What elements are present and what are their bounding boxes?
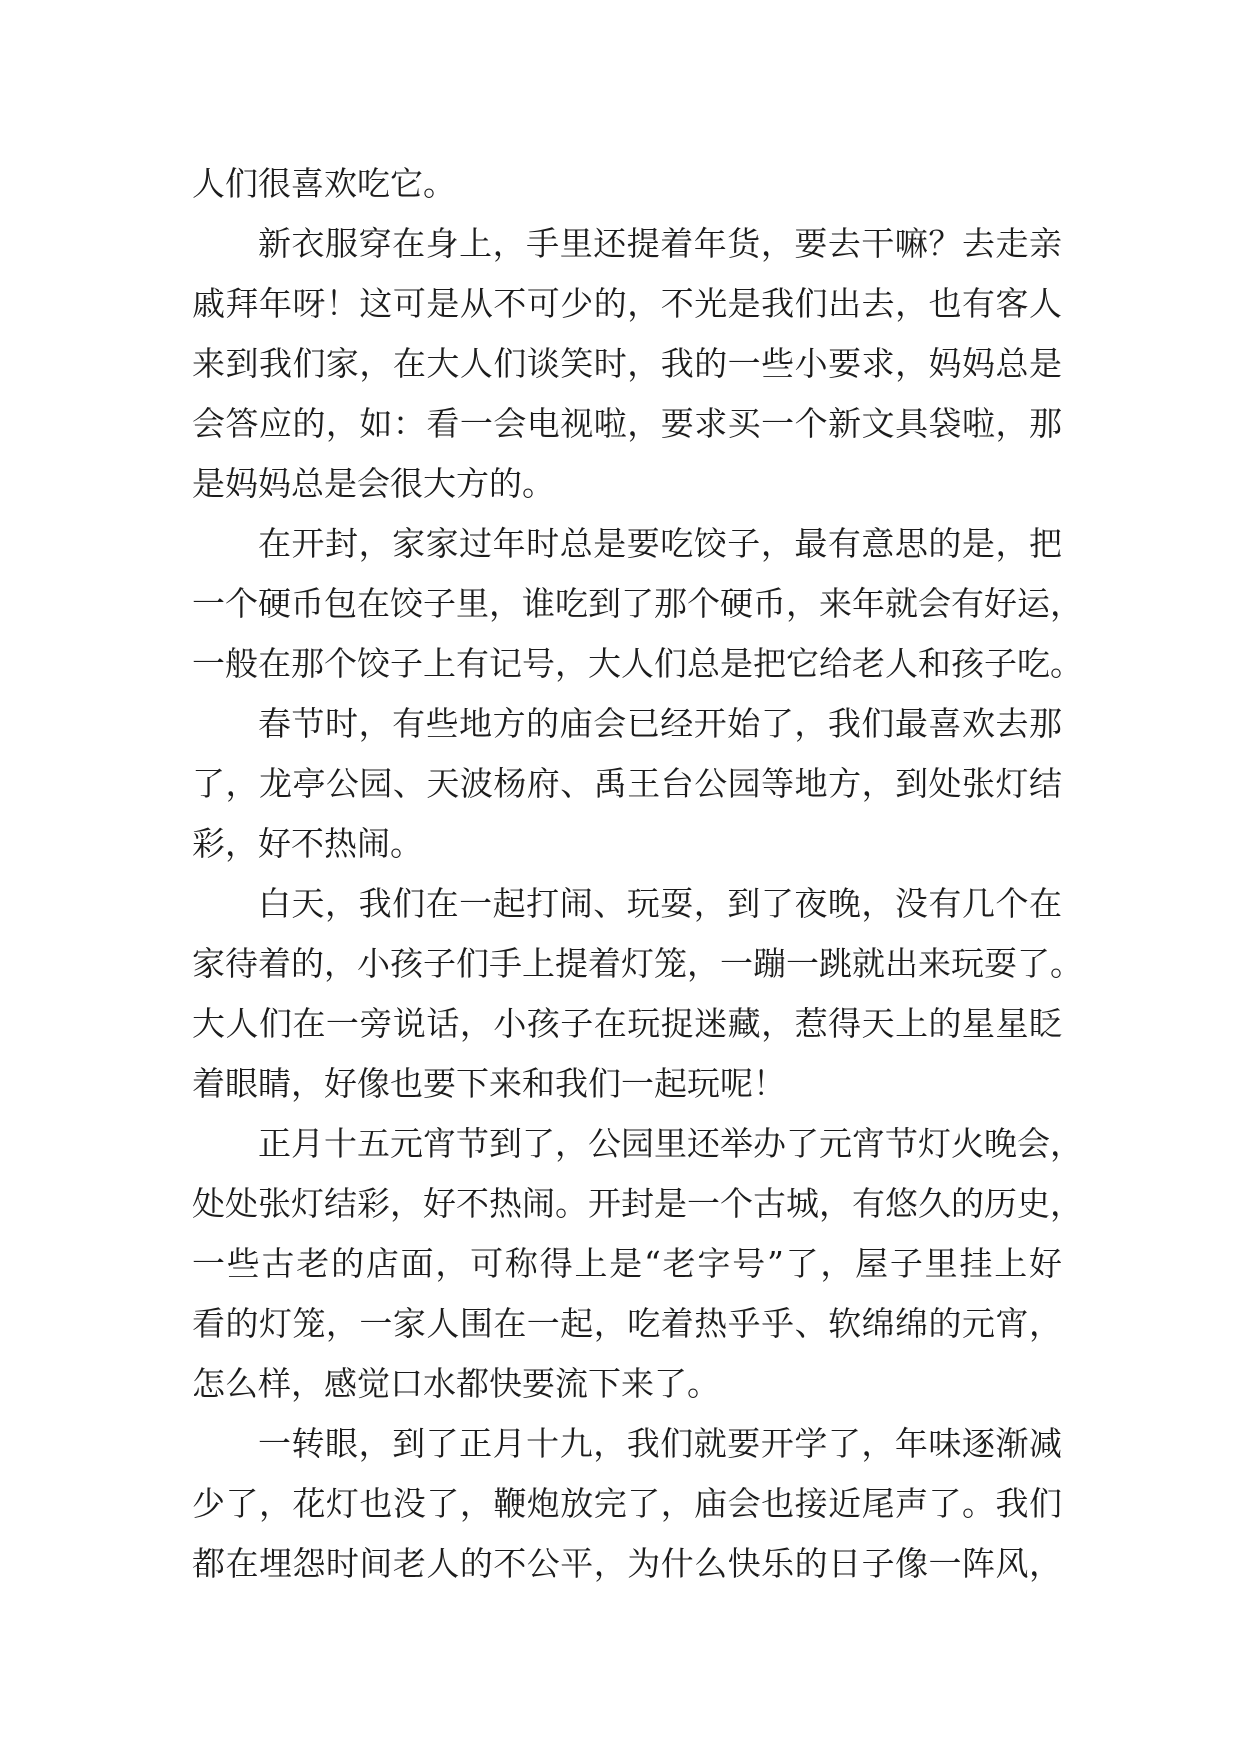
text-line: 怎么样，感觉口水都快要流下来了。 — [192, 1364, 720, 1403]
text-line: 处处张灯结彩，好不热闹。开封是一个古城，有悠久的历史， — [192, 1184, 1083, 1223]
text-line: 会答应的，如：看一会电视啦，要求买一个新文具袋啦，那 — [192, 404, 1062, 443]
text-line: 春节时，有些地方的庙会已经开始了，我们最喜欢去那 — [258, 704, 1062, 743]
text-line: 白天，我们在一起打闹、玩耍，到了夜晚，没有几个在 — [258, 884, 1062, 923]
text-line: 了，龙亭公园、天波杨府、禹王台公园等地方，到处张灯结 — [192, 764, 1062, 803]
text-line: 都在埋怨时间老人的不公平，为什么快乐的日子像一阵风， — [192, 1544, 1062, 1583]
paragraph — [192, 874, 1083, 1114]
paragraph — [192, 154, 1062, 214]
paragraph — [192, 214, 1062, 514]
text-line: 新衣服穿在身上，手里还提着年货，要去干嘛？去走亲 — [258, 224, 1062, 263]
text-line: 着眼睛，好像也要下来和我们一起玩呢！ — [192, 1064, 786, 1103]
text-line: 人们很喜欢吃它。 — [192, 164, 456, 203]
text-line: 一个硬币包在饺子里，谁吃到了那个硬币，来年就会有好运， — [192, 584, 1083, 623]
text-line: 彩，好不热闹。 — [192, 824, 423, 863]
text-line: 戚拜年呀！这可是从不可少的，不光是我们出去，也有客人 — [192, 284, 1062, 323]
paragraph — [192, 1414, 1062, 1594]
text-line: 来到我们家，在大人们谈笑时，我的一些小要求，妈妈总是 — [192, 344, 1062, 383]
text-line: 家待着的，小孩子们手上提着灯笼，一蹦一跳就出来玩耍了。 — [192, 944, 1083, 983]
text-line: 一转眼，到了正月十九，我们就要开学了，年味逐渐减 — [258, 1424, 1062, 1463]
paragraph — [192, 1114, 1083, 1414]
text-line: 看的灯笼，一家人围在一起，吃着热乎乎、软绵绵的元宵， — [192, 1304, 1062, 1343]
text-line: 一般在那个饺子上有记号，大人们总是把它给老人和孩子吃。 — [192, 644, 1083, 683]
paragraph — [192, 514, 1083, 694]
text-line: 少了，花灯也没了，鞭炮放完了，庙会也接近尾声了。我们 — [192, 1484, 1062, 1523]
text-line: 一些古老的店面，可称得上是“老字号”了，屋子里挂上好 — [192, 1244, 1062, 1283]
document-body — [192, 154, 1083, 1594]
paragraph — [192, 694, 1062, 874]
text-line: 正月十五元宵节到了，公园里还举办了元宵节灯火晚会， — [258, 1124, 1083, 1163]
text-line: 大人们在一旁说话，小孩子在玩捉迷藏，惹得天上的星星眨 — [192, 1004, 1062, 1043]
text-line: 是妈妈总是会很大方的。 — [192, 464, 555, 503]
text-line: 在开封，家家过年时总是要吃饺子，最有意思的是，把 — [258, 524, 1062, 563]
